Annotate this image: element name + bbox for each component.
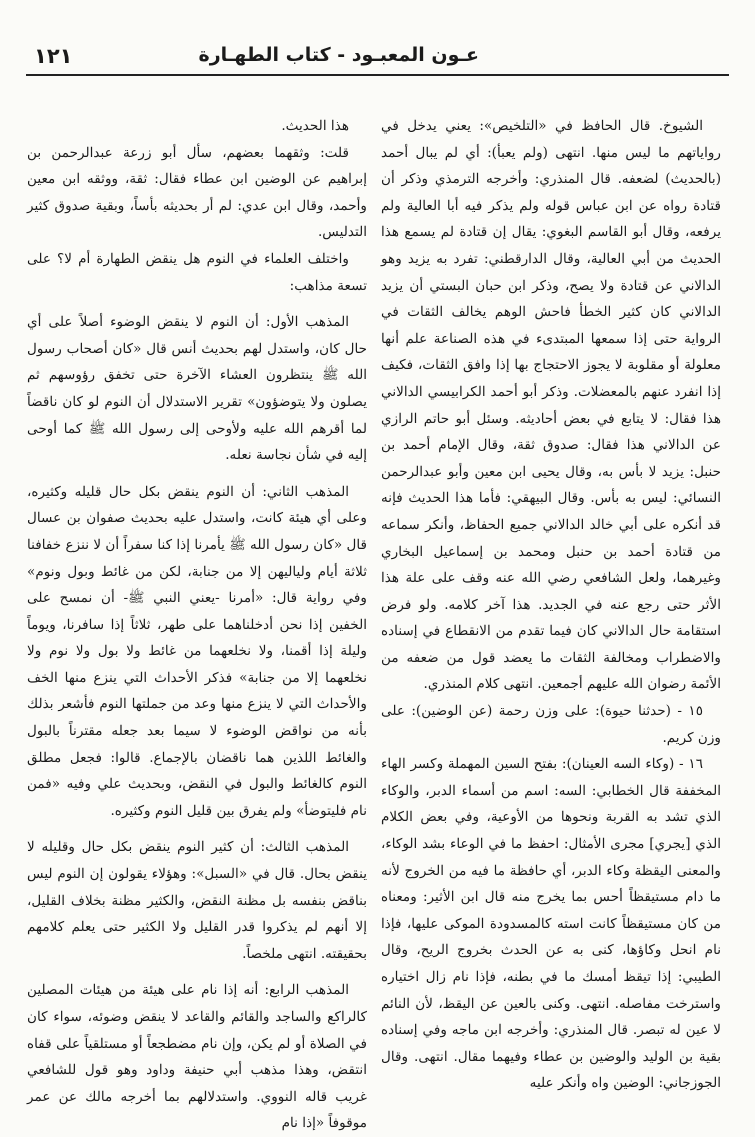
page-header (26, 34, 729, 76)
paragraph: ١٦ - (وكاء السه العينان): بفتح السين المهملة وكسر الهاء المخففة قال الخطابي: السه: اسم من أسماء الدبر، والوكاء الذي تشد به القربة ونحوها من الأوعية، وفي بعض الكلام الذي [يجري] مجرى الأمثال: احفظ ما في الوعاء بشد الوكاء، والمعنى اليقظة وكاء الدبر، أي حافظة ما فيه من الخروج لأنه ما دام مستيقظاً أحس بما يخرج منه قال ابن الأثير: ومعناه من كان مستيقظاً كانت استه كالمسدودة الموكى عليها، فإذا نام انحل وكاؤها، كنى به عن الحدث بخروج الريح، وقال الطيبي: إذا تيقظ أمسك ما في بطنه، فإذا نام زال اختياره واسترخت مفاصله. انتهى. وكنى بالعين عن اليقظ، لأن النائم لا عين له تبصر. قال المنذري: وأخرجه ابن ماجه وفي إسناده بقية بن الوليد والوضين بن عطاء وفيهما مقال. انتهى. وقال الجوزجاني: الوضين واه وأنكر عليه (381, 756, 721, 1092)
right-column (381, 113, 721, 1097)
paragraph: واختلف العلماء في النوم هل ينقض الطهارة أم لا؟ على تسعة مذاهب: (27, 250, 367, 294)
running-title: عـون المعبـود - كتاب الطهـارة (198, 44, 479, 66)
paragraph: المذهب الرابع: أنه إذا نام على هيئة من هيئات المصلين كالراكع والساجد والقائم والقاعد لا ينقض وضوئه، سواء كان في الصلاة أو لم يكن، وإن نام مضطجعاً أو مستلقياً على قفاه انتقض، وهذا مذهب أبي حنيفة وداود وهو قول للشافعي غريب قاله النووي. واستدلالهم بما أخرجه مالك عن عمر موقوفاً «إذا نام (27, 982, 367, 1132)
paragraph: هذا الحديث. (281, 118, 349, 134)
paragraph: قلت: وثقهما بعضهم، سأل أبو زرعة عبدالرحمن بن إبراهيم عن الوضين ابن عطاء فقال: ثقة، ووثقه ابن معين وأحمد، وقال ابن عدي: لم أر بحديثه بأساً، وبقية صدوق كثير التدليس. (27, 144, 367, 241)
paragraph: المذهب الثالث: أن كثير النوم ينقض بكل حال وقليله لا ينقض بحال. قال في «السبل»: وهؤلاء يقولون إن النوم ليس بناقض بنفسه بل مظنة النقض، والكثير مظنة بخلاف القليل، إلا أنهم لم يذكروا قدر القليل ولا الكثير حتى يعلم كلامهم بحقيقته. انتهى ملخصاً. (27, 839, 367, 962)
page-number: ١٢١ (34, 44, 73, 68)
paragraph: الشيوخ. قال الحافظ في «التلخيص»: يعني يدخل في رواياتهم ما ليس منها. انتهى (ولم يعبأ): أي لم يبال أحمد (بالحديث) لضعفه. قال المنذري: وأخرجه الترمذي وذكر أن قتادة رواه عن ابن عباس قوله ولم يذكر فيه أبا العالية ولم يرفعه، وقال أبو القاسم البغوي: يقال إن قتادة لم يسمع هذا الحديث من أبي العالية، وقال الدارقطني: تفرد به يزيد وهو الدالاني عن قتادة ولا يصح، وذكر ابن حبان البستي أن يزيد الدالاني كان كثير الخطأ فاحش الوهم يخالف الثقات في الرواية حتى إذا سمعها المبتدىء في هذه الصناعة علم أنها معلولة أو مقلوبة لا يجوز الاحتجاج بها إذا وافق الثقات، فكيف إذا انفرد عنهم بالمعضلات. وذكر أبو أحمد الكرابيسي الدالاني هذا فقال: لا يتابع في بعض أحاديثه. وسئل أبو حاتم الرازي عن الدالاني هذا فقال: صدوق ثقة، وقال الإمام أحمد بن حنبل: يزيد لا بأس به، وقال يحيى ابن معين وأبو عبدالرحمن النسائي: ليس به بأس. وقال البيهقي: فأما هذا الحديث فإنه قد أنكره على أبي خالد الدالاني جميع الحفاظ، وأنكر سماعه من قتادة أحمد بن حنبل ومحمد بن إسماعيل البخاري وغيرهما، ولعل الشافعي رضي الله عنه وقف على علة هذا الأثر حتى رجع عنه في الجديد. هذا آخر كلامه. ولو فرض استقامة حال الدالاني كان فيما تقدم من الانقطاع في إسناده والاضطراب ومخالفة الثقات ما يعضد قول من ضعفه من الأئمة رضوان الله عليهم أجمعين. انتهى كلام المنذري. (381, 118, 721, 693)
paragraph: المذهب الأول: أن النوم لا ينقض الوضوء أصلاً على أي حال كان، واستدل لهم بحديث أنس قال «كان أصحاب رسول الله ﷺ ينتظرون العشاء الآخرة حتى تخفق رؤوسهم ثم يصلون ولا يتوضؤون» تقرير الاستدلال أن النوم لو كان ناقضاً لما أقرهم الله عليه ولأوحى إلى رسول الله ﷺ كما أوحى إليه في شأن نجاسة نعله. (27, 314, 367, 464)
left-column (27, 113, 367, 1137)
paragraph: المذهب الثاني: أن النوم ينقض بكل حال قليله وكثيره، وعلى أي هيئة كانت، واستدل عليه بحديث صفوان بن عسال قال «كان رسول الله ﷺ يأمرنا إذا كنا سفراً أن لا ننزع خفافنا ثلاثة أيام ولياليهن إلا من جنابة، لكن من غائط وبول ونوم» وفي رواية قال: «أمرنا -يعني النبي ﷺ- أن نمسح على الخفين إذا نحن أدخلناهما على طهر، ثلاثاً إذا سافرنا، ويوماً وليلة إذا أقمنا، ولا نخلعهما من غائط ولا بول ولا نوم ولا نخلعهما إلا من جنابة» فذكر الأحداث التي ينزع منها الخف والأحداث التي لا ينزع منها وعد من جملتها النوم فأشعر بذلك بأنه من نواقض الوضوء لا سيما بعد جعله مقترناً بالبول والغائط اللذين هما ناقضان بالإجماع. قالوا: فجعل مطلق النوم كالغائط والبول في النقض، وبحديث علي وفيه «فمن نام فليتوضأ» ولم يفرق بين قليل النوم وكثيره. (27, 483, 367, 819)
paragraph: ١٥ - (حدثنا حيوة): على وزن رحمة (عن الوضين): على وزن كريم. (381, 703, 721, 746)
